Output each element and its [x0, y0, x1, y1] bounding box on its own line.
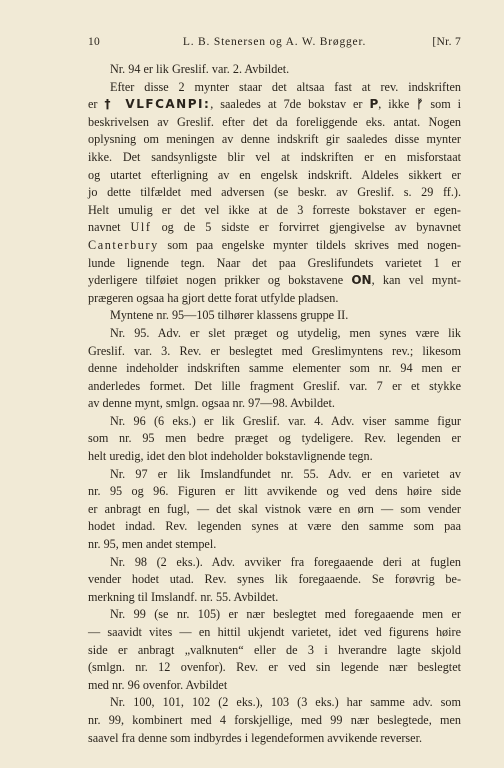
text-line: Nr. 100, 101, 102 (2 eks.), 103 (3 eks.) har samme adv. som	[110, 695, 461, 710]
text-line: navnet Ulf og de 5 sidste er forvirret gjengivelse av bynavnet	[88, 220, 461, 235]
text-line: av denne mynt, smlgn. ogsaa nr. 97—98. Avbildet.	[88, 396, 335, 411]
text-line: yderligere tilføiet nogen prikker og bokstavene ON, kan vel mynt-	[88, 273, 461, 288]
text-line: Greslif. var. 3. Rev. er beslegtet med Greslimyntens rev.; likesom	[88, 343, 461, 358]
text-line: merkning til Imslandf. nr. 55. Avbildet.	[88, 589, 279, 604]
body-text	[88, 61, 461, 747]
text-line: lunde lignende tegn. Naar det paa Greslifundets varietet 1 er	[88, 255, 461, 270]
rune-letter: P	[369, 97, 379, 112]
text-line: og utartet efterligning av en engelsk indskrift. Aldeles sikkert er	[88, 167, 461, 182]
text-line: saavel fra denne som indbyrdes i legendeformen avvikende reverser.	[88, 730, 423, 745]
text-line: Myntene nr. 95—105 tilhører klassens gruppe II.	[110, 308, 349, 323]
section-marker: [Nr. 7	[432, 36, 461, 48]
text-line: Nr. 96 (6 eks.) er lik Greslif. var. 4. Adv. viser samme figur	[110, 413, 461, 428]
text-line: prægeren ogsaa ha gjort dette forat utfylde pladsen.	[88, 290, 339, 305]
text-line: Nr. 99 (se nr. 105) er nær beslegtet med foregaaende men er	[110, 607, 461, 622]
text-line: Nr. 94 er lik Greslif. var. 2. Avbildet.	[110, 62, 290, 76]
text-line: beskrivelsen av Greslif. efter det da foreliggende eks. antat. Nogen	[88, 114, 461, 129]
text-line: nr. 95, men andet stempel.	[88, 537, 217, 552]
text-line: Helt umulig er det vel ikke at de 3 forreste bokstaver er egen-	[88, 202, 461, 217]
text-line: nr. 99, kombinert med 4 forskjellige, med 99 nær beslegtede, men	[88, 712, 461, 727]
text-line: denne indeholder indskriften samme elementer som nr. 94 men er	[88, 361, 461, 376]
text-line: er anbragt en fugl, — det skal vistnok være en ørn — som vender	[88, 501, 461, 516]
text-line: er † VLFCANPI:, saaledes at 7de bokstav er P, ikke ᚠ som i	[88, 97, 462, 112]
text-line: — saavidt vites — en hittil ukjendt varietet, idet ved figurens høire	[88, 625, 461, 639]
text-line: Nr. 97 er lik Imslandfundet nr. 55. Adv. er en varietet av	[110, 466, 461, 481]
text-line: helt uredig, idet den blot indeholder bokstavlignende tegn.	[88, 449, 373, 464]
text-line: jo dette tilfældet med adversen (se beskr. av Greslif. s. 29 ff.).	[88, 185, 461, 200]
page-number: 10	[88, 36, 101, 48]
text-line: (smlgn. nr. 12 ovenfor). Rev. er ved sin legende nær beslegtet	[88, 660, 461, 675]
text-line: ikke. Det sandsynligste blir vel at indskriften er en misforstaat	[88, 149, 461, 164]
text-line: Efter disse 2 mynter staar det altsaa fast at rev. indskriften	[110, 79, 461, 94]
text-line: hodet indad. Rev. legenden synes at være den samme som paa	[88, 519, 461, 534]
text-line: som nr. 95 men bedre præget og tydeligere. Rev. legenden er	[88, 431, 461, 446]
running-title: L. B. Stenersen og A. W. Brøgger.	[182, 36, 367, 48]
text-line: side er anbragt „valknuten“ eller de 3 i hverandre lagte skjold	[88, 642, 461, 657]
text-line: nr. 95 og 96. Figuren er litt avvikende og ved dens høire side	[88, 484, 461, 499]
text-line: med nr. 96 ovenfor. Avbildet	[88, 677, 228, 692]
rune-inscription: † VLFCANPI:	[104, 97, 211, 112]
text-line: vender hodet utad. Rev. synes lik foregaaende. Se forøvrig be-	[88, 572, 461, 587]
text-line: Nr. 98 (2 eks.). Adv. avviker fra foregaaende deri at fuglen	[110, 554, 461, 569]
rune-letter: ᚠ	[416, 97, 424, 112]
text-line: anderledes formet. Det lille fragment Greslif. var. 7 er et stykke	[88, 378, 461, 393]
page-header	[88, 36, 461, 50]
text-line: Nr. 95. Adv. er slet præget og utydelig, men synes være lik	[110, 325, 461, 340]
text-line: oplysning om meningen av denne indskrift gir saaledes disse mynter	[88, 132, 461, 147]
text-line: Canterbury som paa engelske mynter tildels skrives med nogen-	[88, 237, 461, 252]
